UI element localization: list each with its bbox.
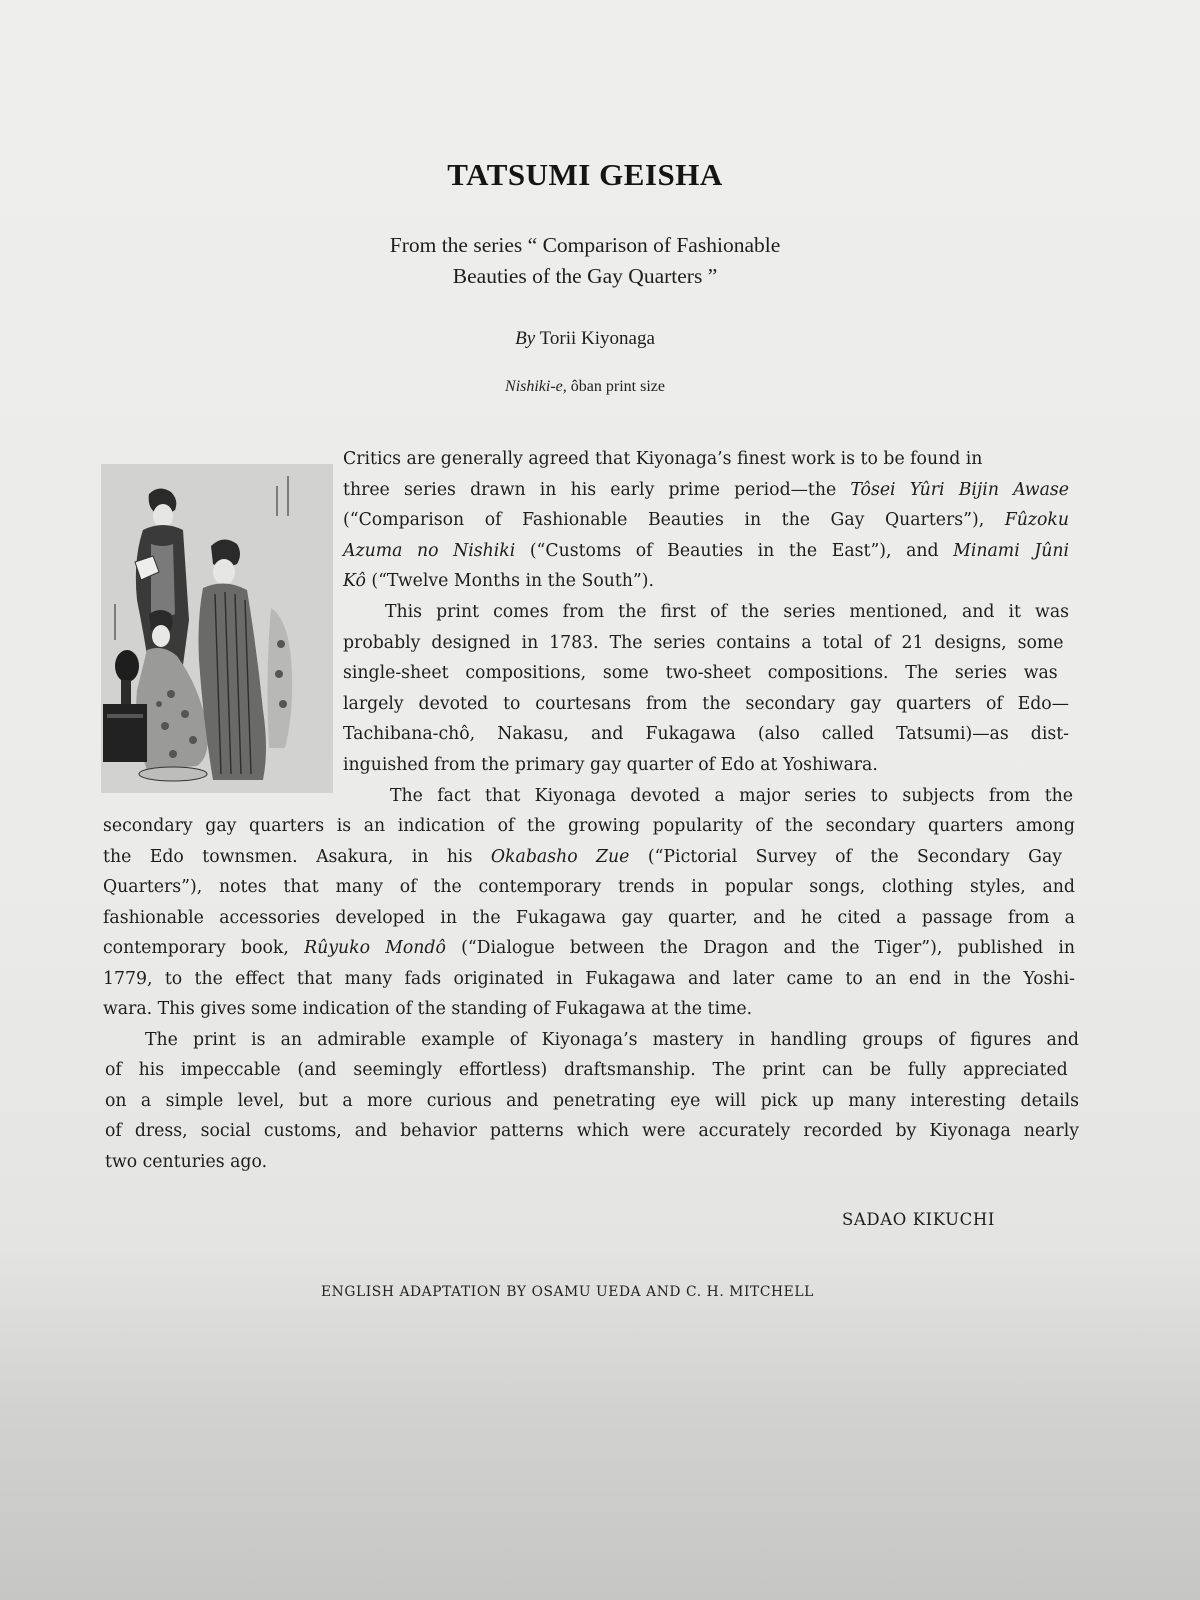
essay-text: wara. This gives some indication of the standing of Fukagawa at the time. — [103, 999, 753, 1019]
page-title: TATSUMI GEISHA — [447, 157, 723, 192]
essay-line — [343, 449, 982, 469]
essay-line — [390, 786, 1073, 806]
author-signature: SADAO KIKUCHI — [842, 1210, 995, 1229]
italic-title-text: Minami Jûni — [953, 541, 1070, 561]
italic-title-text: Fûzoku — [1004, 510, 1069, 530]
italic-title-text: Azuma no Nishiki — [343, 541, 516, 561]
italic-title-text: Rûyuko Mondô — [304, 938, 446, 958]
essay-text: The fact that Kiyonaga devoted a major series to subjects from the — [390, 786, 1073, 806]
essay-line — [103, 847, 1062, 867]
essay-line — [343, 480, 1069, 500]
essay-text: (“Customs of Beauties in the East”), and — [515, 541, 954, 561]
essay-line — [103, 816, 1075, 836]
series-line-2: Beauties of the Gay Quarters ” — [452, 264, 718, 288]
essay-line — [105, 1060, 1068, 1080]
essay-line — [343, 724, 1069, 744]
essay-line — [103, 938, 1075, 958]
essay-line — [105, 1121, 1079, 1141]
essay-text: probably designed in 1783. The series contains a total of 21 designs, some — [343, 633, 1064, 653]
essay-text: 1779, to the effect that many fads originated in Fukagawa and later came to an end in the Yoshi- — [103, 969, 1075, 989]
essay-text: on a simple level, but a more curious and penetrating eye will pick up many interesting details — [105, 1091, 1079, 1111]
essay-text: This print comes from the first of the series mentioned, and it was — [385, 602, 1069, 622]
essay-line — [343, 663, 1058, 683]
essay-text: contemporary book, — [103, 938, 305, 958]
italic-title-text: Kô — [343, 571, 366, 591]
essay-text: the Edo townsmen. Asakura, in his — [103, 847, 491, 867]
essay-text: Critics are generally agreed that Kiyonaga’s finest work is to be found in — [343, 449, 983, 469]
essay-line — [103, 908, 1075, 928]
essay-text: of his impeccable (and seemingly effortless) draftsmanship. The print can be fully appreciated — [105, 1060, 1068, 1080]
print-size: ôban print size — [566, 378, 665, 395]
essay-line — [103, 999, 752, 1019]
essay-line — [105, 1091, 1079, 1111]
essay-text: largely devoted to courtesans from the secondary gay quarters of Edo— — [343, 694, 1069, 714]
essay-line — [103, 877, 1075, 897]
essay-text: Tachibana-chô, Nakasu, and Fukagawa (also called Tatsumi)—as dist- — [343, 724, 1069, 744]
essay-line — [343, 510, 1069, 530]
essay-line — [343, 541, 1069, 561]
essay-text: (“Dialogue between the Dragon and the Tiger”), published in — [445, 938, 1075, 958]
essay-line — [103, 969, 1075, 989]
essay-text: The print is an admirable example of Kiyonaga’s mastery in handling groups of figures and — [145, 1030, 1079, 1050]
essay-text: two centuries ago. — [105, 1152, 268, 1172]
artist-name: Torii Kiyonaga — [539, 328, 655, 349]
essay-text: inguished from the primary gay quarter of Edo at Yoshiwara. — [343, 755, 878, 775]
essay-text: (“Twelve Months in the South”). — [365, 571, 654, 591]
essay-text: fashionable accessories developed in the Fukagawa gay quarter, and he cited a passage from a — [103, 908, 1075, 928]
essay-text: single-sheet compositions, some two-sheet compositions. The series was — [343, 663, 1058, 683]
translation-credit: ENGLISH ADAPTATION BY OSAMU UEDA AND C. H. MITCHELL — [321, 1284, 814, 1300]
essay-text: (“Comparison of Fashionable Beauties in the Gay Quarters”), — [343, 510, 1005, 530]
series-line-1: From the series “ Comparison of Fashionable — [389, 233, 781, 257]
essay-line — [385, 602, 1069, 622]
essay-line — [105, 1152, 267, 1172]
essay-text: Quarters”), notes that many of the contemporary trends in popular songs, clothing styles, and — [103, 877, 1075, 897]
essay-line — [343, 633, 1064, 653]
essay-text: of dress, social customs, and behavior patterns which were accurately recorded by Kiyonaga nearly — [105, 1121, 1079, 1141]
italic-title-text: Tôsei Yûri Bijin Awase — [850, 480, 1069, 500]
essay-line — [343, 694, 1069, 714]
essay-line — [145, 1030, 1079, 1050]
essay-text: secondary gay quarters is an indication of the growing popularity of the secondary quarters among — [103, 816, 1075, 836]
essay-text: (“Pictorial Survey of the Secondary Gay — [629, 847, 1063, 867]
technique-name: Nishiki-e, — [505, 378, 567, 395]
essay-line — [343, 755, 878, 775]
essay-line — [343, 571, 654, 591]
italic-title-text: Okabasho Zue — [490, 847, 630, 867]
essay-text: three series drawn in his early prime period—the — [343, 480, 851, 500]
byline-prefix: By — [515, 328, 536, 349]
